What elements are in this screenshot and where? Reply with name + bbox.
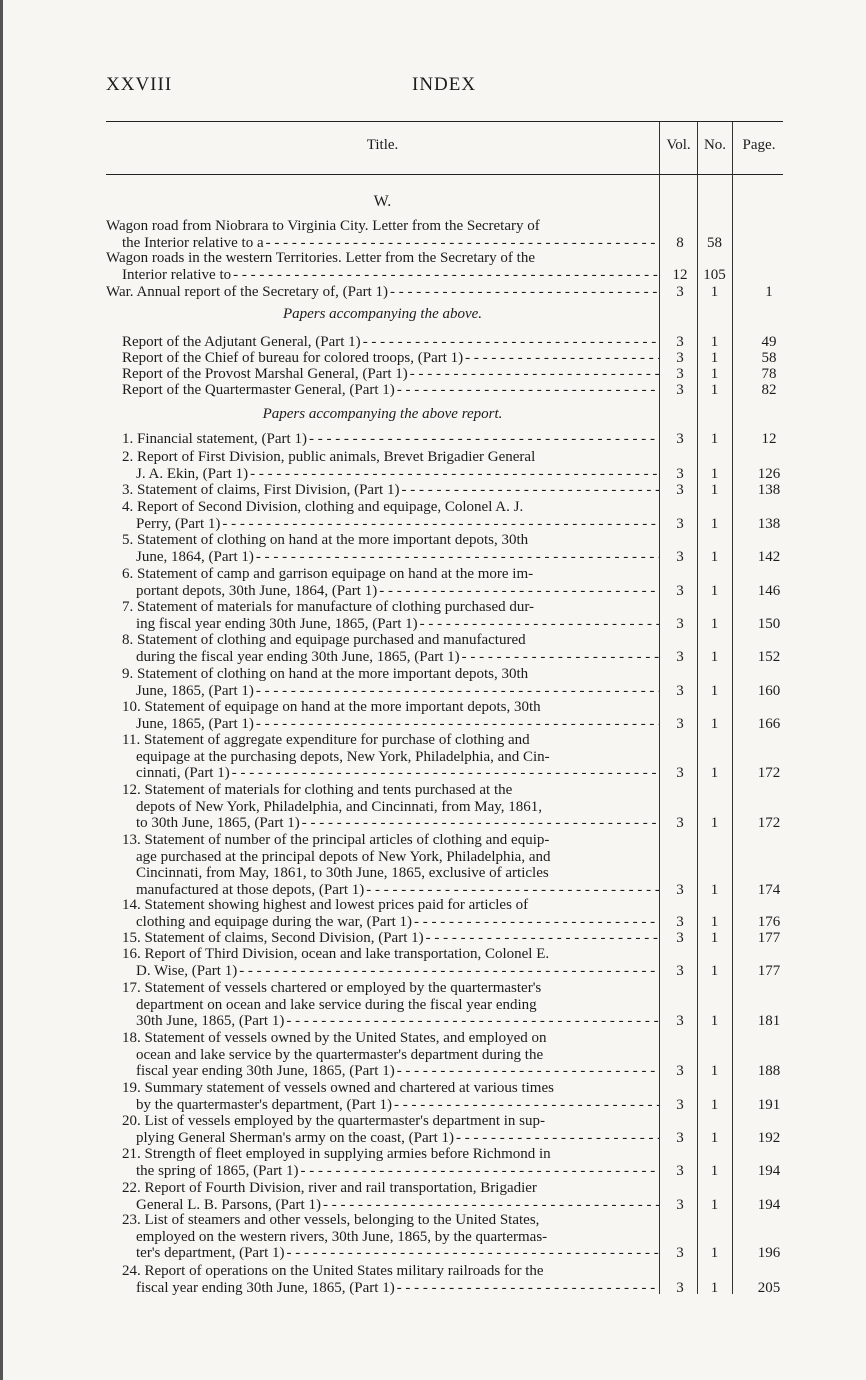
entry-line (106, 466, 659, 483)
entry-line (106, 250, 659, 267)
entry-line (106, 616, 659, 633)
entry-no: 1 (710, 334, 719, 350)
entry-line (106, 963, 659, 980)
index-entry (106, 1146, 659, 1179)
entry-no: 1 (710, 366, 719, 382)
entry-page: 150 (757, 615, 781, 632)
entry-text: to 30th June, 1865, (Part 1) (136, 815, 300, 832)
index-entry (106, 218, 659, 251)
index-entry (106, 532, 659, 565)
entry-page: 177 (757, 930, 781, 946)
entry-line (106, 1130, 659, 1147)
entry-line (106, 882, 659, 899)
leader-dots (410, 366, 659, 383)
entry-page: 194 (757, 1162, 781, 1179)
index-entry (106, 897, 659, 930)
entry-vol: 8 (676, 234, 684, 251)
entry-no: 1 (710, 482, 719, 498)
entry-vol: 3 (676, 1063, 684, 1080)
entry-line (106, 1163, 659, 1180)
entry-no: 1 (710, 350, 719, 366)
entry-vol: 3 (676, 1279, 684, 1296)
entry-text: 14. Statement showing highest and lowest prices paid for articles of (122, 897, 529, 913)
entry-vol: 3 (676, 548, 684, 565)
entry-line (106, 482, 659, 499)
entry-text: manufactured at those depots, (Part 1) (136, 881, 365, 898)
entry-line (106, 334, 659, 351)
entry-line (106, 799, 659, 816)
page-title: INDEX (412, 74, 477, 95)
entry-no: 1 (710, 1129, 719, 1146)
entry-vol: 3 (676, 1245, 684, 1262)
entry-text: Cincinnati, from May, 1861, to 30th June, 1865, exclusive of articles (136, 865, 549, 882)
entry-page: 194 (757, 1196, 781, 1213)
entry-vol: 3 (676, 1096, 684, 1113)
column-header-title: Title. (366, 137, 399, 153)
entry-line (106, 699, 659, 716)
entry-page: 12 (761, 431, 777, 447)
entry-text: depots of New York, Philadelphia, and Cincinnati, from May, 1861, (136, 798, 543, 815)
leader-dots (256, 683, 659, 700)
column-header-no: No. (703, 137, 727, 153)
entry-line (106, 849, 659, 866)
entry-vol: 3 (676, 582, 684, 599)
index-entry (106, 366, 659, 383)
entry-page: 126 (757, 465, 781, 482)
entry-line (106, 765, 659, 782)
entry-line (106, 449, 659, 466)
entry-text: Report of the Quartermaster General, (Part 1) (122, 382, 395, 398)
entry-line (106, 499, 659, 516)
index-entry (106, 699, 659, 732)
entry-line (106, 516, 659, 533)
entry-page: 177 (757, 962, 781, 979)
entry-vol: 3 (676, 1196, 684, 1213)
entry-line (106, 1113, 659, 1130)
leader-dots (366, 882, 659, 899)
entry-text: 24. Report of operations on the United States military railroads for the (122, 1263, 544, 1279)
entry-no: 1 (710, 1096, 719, 1113)
index-entry (106, 382, 659, 399)
index-entry (106, 1113, 659, 1146)
entry-text: 7. Statement of materials for manufacture of clothing purchased dur- (122, 599, 535, 615)
leader-dots (302, 815, 659, 832)
index-entry (106, 334, 659, 351)
entry-page: 138 (757, 482, 781, 498)
entry-no: 1 (710, 881, 719, 898)
index-entry (106, 1030, 659, 1080)
entry-text: 20. List of vessels employed by the quartermaster's department in sup- (122, 1113, 546, 1129)
leader-dots (363, 334, 659, 351)
entry-no: 1 (710, 615, 719, 632)
entry-no: 1 (710, 1013, 719, 1030)
entry-vol: 3 (676, 682, 684, 699)
column-divider-page (732, 122, 733, 1294)
entry-vol: 3 (676, 515, 684, 532)
entry-no: 1 (710, 284, 719, 300)
leader-dots (309, 431, 659, 448)
entry-text: the Interior relative to a (122, 234, 264, 251)
entry-text: 15. Statement of claims, Second Division, (Part 1) (122, 930, 424, 946)
index-entry (106, 632, 659, 665)
entry-vol: 3 (676, 1013, 684, 1030)
entry-page: 172 (757, 815, 781, 832)
leader-dots (222, 516, 659, 533)
entry-line (106, 566, 659, 583)
entry-line (106, 284, 659, 301)
index-entry (106, 1180, 659, 1213)
entry-text: Report of the Adjutant General, (Part 1) (122, 334, 361, 350)
entry-text: 9. Statement of clothing on hand at the more important depots, 30th (122, 666, 529, 682)
leader-dots (414, 914, 659, 931)
entry-vol: 3 (676, 284, 684, 300)
entry-line (106, 1280, 659, 1297)
entry-line (106, 218, 659, 235)
index-entry (106, 666, 659, 699)
entry-no: 1 (710, 1162, 719, 1179)
entry-no: 1 (710, 431, 719, 447)
entry-text: during the fiscal year ending 30th June, 1865, (Part 1) (136, 648, 460, 665)
entry-page: 205 (757, 1279, 781, 1296)
entry-text: department on ocean and lake service during the fiscal year ending (136, 996, 537, 1013)
entry-vol: 3 (676, 350, 684, 366)
entry-no: 1 (710, 515, 719, 532)
entry-line (106, 267, 659, 284)
leader-dots (233, 267, 659, 284)
entry-text: ing fiscal year ending 30th June, 1865, (Part 1) (136, 615, 418, 632)
entry-page: 196 (757, 1245, 781, 1262)
entry-text: 8. Statement of clothing and equipage purchased and manufactured (122, 632, 526, 648)
entry-line (106, 1146, 659, 1163)
entry-text: the spring of 1865, (Part 1) (136, 1162, 299, 1179)
entry-text: employed on the western rivers, 30th June, 1865, by the quartermas- (136, 1228, 548, 1245)
entry-line (106, 1013, 659, 1030)
entry-no: 1 (710, 1245, 719, 1262)
index-entry (106, 930, 659, 947)
leader-dots (397, 382, 659, 399)
leader-dots (456, 1130, 659, 1147)
entry-vol: 3 (676, 648, 684, 665)
entry-text: 3. Statement of claims, First Division, (Part 1) (122, 482, 400, 498)
entry-vol: 3 (676, 482, 684, 498)
entry-line (106, 1080, 659, 1097)
entry-page: 160 (757, 682, 781, 699)
entry-text: D. Wise, (Part 1) (136, 962, 238, 979)
entry-line (106, 583, 659, 600)
entry-text: 18. Statement of vessels owned by the United States, and employed on (122, 1030, 547, 1046)
entry-page: 176 (757, 913, 781, 930)
entry-vol: 3 (676, 715, 684, 732)
entry-line (106, 1197, 659, 1214)
entry-text: 30th June, 1865, (Part 1) (136, 1013, 285, 1030)
entry-text: equipage at the purchasing depots, New York, Philadelphia, and Cin- (136, 748, 550, 765)
entry-no: 1 (710, 1196, 719, 1213)
entry-no: 105 (703, 266, 726, 283)
entry-no: 1 (710, 548, 719, 565)
entry-page: 191 (757, 1096, 781, 1113)
entry-text: Report of the Provost Marshal General, (Part 1) (122, 366, 408, 382)
entry-text: portant depots, 30th June, 1864, (Part 1) (136, 582, 378, 599)
index-entry (106, 250, 659, 283)
entry-text: Interior relative to (122, 266, 232, 283)
entry-vol: 3 (676, 465, 684, 482)
entry-line (106, 946, 659, 963)
leader-dots (239, 963, 659, 980)
index-entry (106, 482, 659, 499)
leader-dots (426, 930, 659, 947)
leader-dots (250, 466, 659, 483)
entry-line (106, 350, 659, 367)
entry-vol: 3 (676, 615, 684, 632)
page-numeral: XXVIII (106, 74, 173, 95)
entry-line (106, 716, 659, 733)
entry-no: 1 (710, 1063, 719, 1080)
index-entry (106, 599, 659, 632)
leader-dots (323, 1197, 659, 1214)
entry-line (106, 382, 659, 399)
entry-text: 10. Statement of equipage on hand at the more important depots, 30th (122, 699, 541, 715)
entry-line (106, 832, 659, 849)
entry-page: 152 (757, 648, 781, 665)
entry-text: 21. Strength of fleet employed in supplying armies before Richmond in (122, 1146, 551, 1162)
entry-line (106, 1229, 659, 1246)
entry-line (106, 1245, 659, 1262)
leader-dots (401, 482, 659, 499)
entry-vol: 3 (676, 334, 684, 350)
entry-vol: 3 (676, 1129, 684, 1146)
entry-line (106, 1097, 659, 1114)
entry-no: 1 (710, 682, 719, 699)
index-entry (106, 832, 659, 898)
entry-vol: 3 (676, 913, 684, 930)
entry-text: 19. Summary statement of vessels owned and chartered at various times (122, 1080, 554, 1096)
entry-text: clothing and equipage during the war, (Part 1) (136, 913, 412, 930)
entry-line (106, 549, 659, 566)
entry-no: 1 (710, 913, 719, 930)
entry-text: by the quartermaster's department, (Part 1) (136, 1096, 392, 1113)
entry-page: 188 (757, 1063, 781, 1080)
entry-text: age purchased at the principal depots of New York, Philadelphia, and (136, 848, 551, 865)
index-entry (106, 1263, 659, 1296)
entry-page: 78 (761, 366, 777, 382)
entry-text: Wagon roads in the western Territories. Letter from the Secretary of the (106, 250, 535, 266)
entry-line (106, 749, 659, 766)
entry-text: ocean and lake service by the quartermaster's department during the (136, 1046, 544, 1063)
entry-text: War. Annual report of the Secretary of, (Part 1) (106, 284, 389, 300)
entry-line (106, 235, 659, 252)
subhead-papers-above-report: Papers accompanying the above report. (262, 406, 503, 422)
entry-vol: 3 (676, 366, 684, 382)
entry-line (106, 1180, 659, 1197)
index-entry (106, 1080, 659, 1113)
entry-text: fiscal year ending 30th June, 1865, (Part 1) (136, 1279, 395, 1296)
entry-text: 13. Statement of number of the principal articles of clothing and equip- (122, 832, 550, 848)
entry-page: 1 (765, 284, 773, 300)
entry-no: 1 (710, 382, 719, 398)
entry-text: 17. Statement of vessels chartered or employed by the quartermaster's (122, 980, 542, 996)
header-rule-top (106, 121, 783, 122)
entry-line (106, 683, 659, 700)
header-rule-bottom (106, 174, 783, 175)
entry-text: 11. Statement of aggregate expenditure for purchase of clothing and (122, 732, 530, 748)
entry-text: 6. Statement of camp and garrison equipage on hand at the more im- (122, 566, 534, 582)
entry-text: ter's department, (Part 1) (136, 1245, 285, 1262)
entry-vol: 3 (676, 765, 684, 782)
entry-page: 181 (757, 1013, 781, 1030)
column-header-vol: Vol. (666, 137, 691, 153)
entry-no: 1 (710, 765, 719, 782)
entry-vol: 3 (676, 930, 684, 946)
entry-text: 23. List of steamers and other vessels, belonging to the United States, (122, 1212, 540, 1228)
entry-vol: 3 (676, 815, 684, 832)
index-entry (106, 782, 659, 832)
entry-no: 1 (710, 815, 719, 832)
entry-line (106, 865, 659, 882)
entry-vol: 3 (676, 962, 684, 979)
entry-page: 146 (757, 582, 781, 599)
entry-text: Report of the Chief of bureau for colored troops, (Part 1) (122, 350, 464, 366)
entry-vol: 3 (676, 382, 684, 398)
index-entry (106, 431, 659, 448)
page-edge-shadow (0, 0, 3, 1380)
entry-no: 1 (710, 930, 719, 946)
entry-line (106, 1263, 659, 1280)
entry-vol: 12 (672, 266, 688, 283)
entry-line (106, 815, 659, 832)
leader-dots (390, 284, 659, 301)
entry-no: 1 (710, 582, 719, 599)
leader-dots (397, 1063, 659, 1080)
entry-page: 58 (761, 350, 777, 366)
entry-text: 5. Statement of clothing on hand at the more important depots, 30th (122, 532, 529, 548)
entry-text: Wagon road from Niobrara to Virginia City. Letter from the Secretary of (106, 218, 540, 234)
index-entry (106, 449, 659, 482)
entry-text: cinnati, (Part 1) (136, 765, 230, 782)
entry-text: 1. Financial statement, (Part 1) (122, 431, 307, 447)
entry-text: 2. Report of First Division, public animals, Brevet Brigadier General (122, 449, 536, 465)
entry-text: Perry, (Part 1) (136, 515, 221, 532)
entry-text: fiscal year ending 30th June, 1865, (Part 1) (136, 1063, 395, 1080)
entry-line (106, 632, 659, 649)
entry-text: 4. Report of Second Division, clothing and equipage, Colonel A. J. (122, 499, 524, 515)
entry-vol: 3 (676, 431, 684, 447)
entry-line (106, 1030, 659, 1047)
entry-no: 1 (710, 648, 719, 665)
entry-text: 12. Statement of materials for clothing and tents purchased at the (122, 782, 513, 798)
entry-no: 1 (710, 1279, 719, 1296)
entry-text: J. A. Ekin, (Part 1) (136, 465, 249, 482)
section-letter: W. (373, 193, 392, 210)
entry-line (106, 649, 659, 666)
leader-dots (394, 1097, 659, 1114)
entry-page: 142 (757, 548, 781, 565)
index-entry (106, 566, 659, 599)
entry-page: 166 (757, 715, 781, 732)
entry-page: 172 (757, 765, 781, 782)
entry-page: 192 (757, 1129, 781, 1146)
leader-dots (266, 235, 659, 252)
entry-line (106, 897, 659, 914)
entry-no: 1 (710, 962, 719, 979)
entry-vol: 3 (676, 1162, 684, 1179)
entry-text: June, 1865, (Part 1) (136, 682, 254, 699)
leader-dots (462, 649, 659, 666)
entry-page: 82 (761, 382, 777, 398)
entry-line (106, 980, 659, 997)
leader-dots (420, 616, 659, 633)
subhead-papers-above: Papers accompanying the above. (282, 306, 483, 322)
entry-line (106, 997, 659, 1014)
entry-line (106, 914, 659, 931)
leader-dots (379, 583, 659, 600)
entry-line (106, 1047, 659, 1064)
index-entry (106, 946, 659, 979)
leader-dots (286, 1245, 659, 1262)
index-entry (106, 284, 659, 301)
entry-page: 138 (757, 515, 781, 532)
entry-line (106, 431, 659, 448)
entry-no: 1 (710, 465, 719, 482)
column-header-page: Page. (742, 137, 776, 153)
entry-text: plying General Sherman's army on the coast, (Part 1) (136, 1129, 455, 1146)
column-divider-vol (659, 122, 660, 1294)
index-entry (106, 1212, 659, 1262)
entry-text: 22. Report of Fourth Division, river and rail transportation, Brigadier (122, 1180, 537, 1196)
entry-text: 16. Report of Third Division, ocean and lake transportation, Colonel E. (122, 946, 550, 962)
entry-line (106, 1212, 659, 1229)
entry-line (106, 732, 659, 749)
entry-text: General L. B. Parsons, (Part 1) (136, 1196, 321, 1213)
leader-dots (256, 716, 659, 733)
entry-page: 174 (757, 881, 781, 898)
entry-line (106, 366, 659, 383)
entry-text: June, 1864, (Part 1) (136, 548, 254, 565)
entry-vol: 3 (676, 881, 684, 898)
leader-dots (256, 549, 659, 566)
leader-dots (300, 1163, 659, 1180)
index-entry (106, 732, 659, 782)
entry-line (106, 666, 659, 683)
entry-line (106, 532, 659, 549)
entry-line (106, 1063, 659, 1080)
leader-dots (232, 765, 659, 782)
entry-line (106, 930, 659, 947)
entry-no: 58 (707, 234, 722, 251)
leader-dots (286, 1013, 659, 1030)
entry-page: 49 (761, 334, 777, 350)
entry-line (106, 782, 659, 799)
leader-dots (397, 1280, 659, 1297)
leader-dots (465, 350, 659, 367)
entry-line (106, 599, 659, 616)
index-entry (106, 980, 659, 1030)
entry-text: June, 1865, (Part 1) (136, 715, 254, 732)
index-entry (106, 350, 659, 367)
entry-no: 1 (710, 715, 719, 732)
index-entry (106, 499, 659, 532)
